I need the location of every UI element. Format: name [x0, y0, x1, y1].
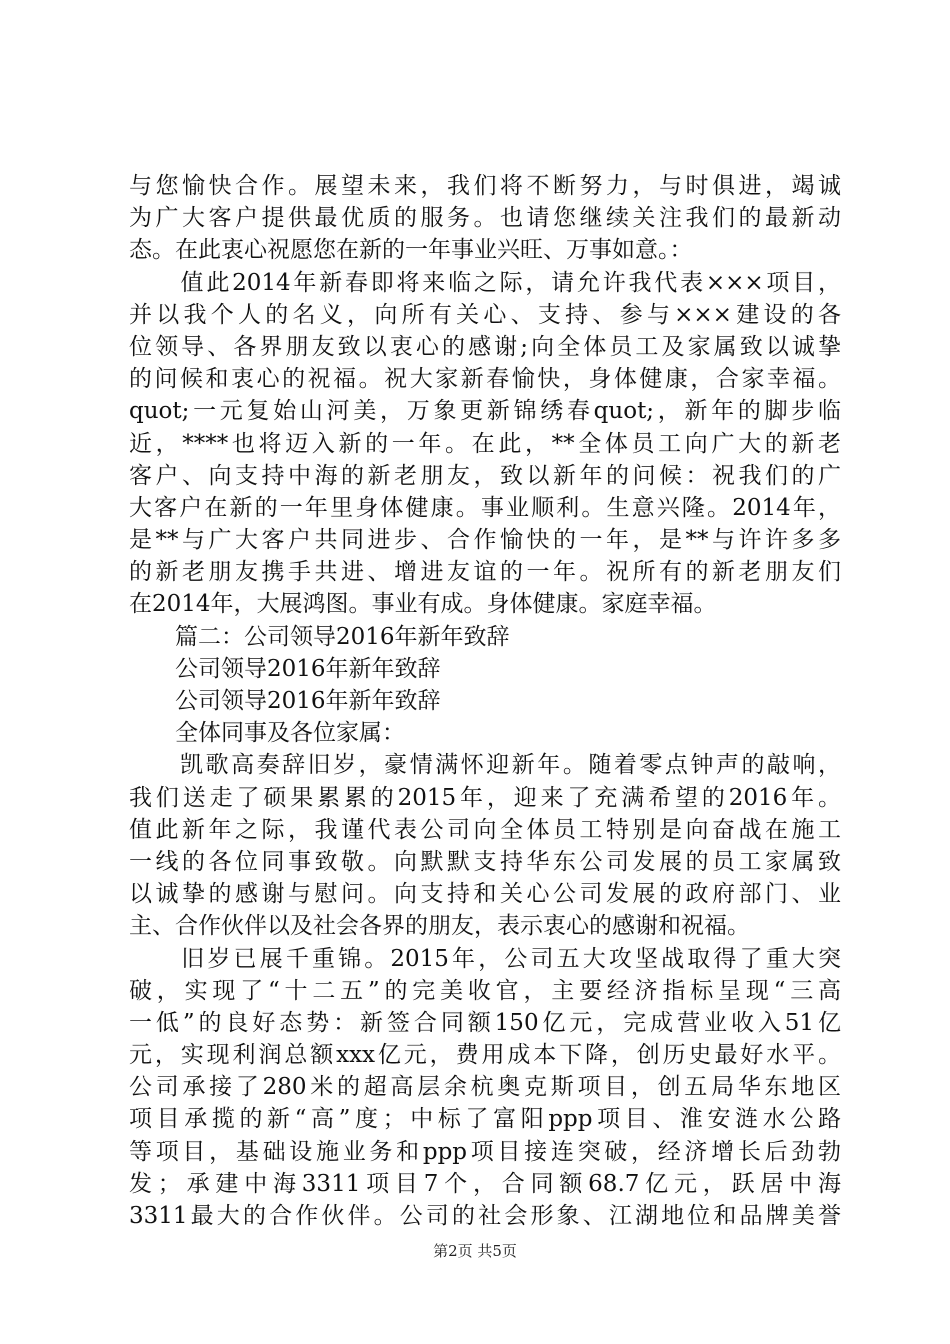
- text-line: 客户、向支持中海的新老朋友，致以新年的问候：祝我们的广: [129, 462, 841, 489]
- text-line: 旧岁已展千重锦。2015年，公司五大攻坚战取得了重大突: [129, 945, 841, 972]
- text-line: 项目承揽的新“高”度；中标了富阳ppp项目、淮安涟水公路: [129, 1106, 841, 1133]
- text-line: 与您愉快合作。展望未来，我们将不断努力，与时俱进，竭诚: [129, 173, 841, 199]
- text-line: 篇二：公司领导2016年新年致辞: [129, 623, 510, 650]
- text-line: 大客户在新的一年里身体健康。事业顺利。生意兴隆。2014年，: [129, 494, 841, 521]
- text-line: 位领导、各界朋友致以衷心的感谢;向全体员工及家属致以诚挚: [129, 333, 841, 360]
- text-line: 一低”的良好态势：新签合同额150亿元，完成营业收入51亿: [129, 1009, 841, 1036]
- text-line: 3311最大的合作伙伴。公司的社会形象、江湖地位和品牌美誉: [129, 1203, 841, 1229]
- page-footer: 第2页 共5页: [433, 1242, 517, 1260]
- text-line: 的问候和衷心的祝福。祝大家新春愉快，身体健康，合家幸福。: [129, 366, 841, 393]
- text-line: 的新老朋友携手共进、增进友谊的一年。祝所有的新老朋友们: [129, 559, 841, 586]
- text-line: 近，****也将迈入新的一年。在此，**全体员工向广大的新老: [129, 430, 841, 457]
- text-line: 凯歌高奏辞旧岁，豪情满怀迎新年。随着零点钟声的敲响，: [129, 752, 841, 779]
- text-line: 为广大客户提供最优质的服务。也请您继续关注我们的最新动: [129, 205, 841, 232]
- text-line: 公司领导2016年新年致辞: [129, 655, 441, 682]
- text-line: 一线的各位同事致敬。向默默支持华东公司发展的员工家属致: [129, 848, 841, 875]
- text-line: quot;一元复始山河美，万象更新锦绣春quot;，新年的脚步临: [129, 398, 841, 425]
- text-line: 全体同事及各位家属：: [129, 720, 405, 747]
- text-line: 公司承接了280米的超高层余杭奥克斯项目，创五局华东地区: [129, 1074, 841, 1101]
- text-line: 公司领导2016年新年致辞: [129, 688, 441, 714]
- text-line: 是**与广大客户共同进步、合作愉快的一年，是**与许许多多: [129, 527, 841, 554]
- text-line: 并以我个人的名义，向所有关心、支持、参与×××建设的各: [129, 301, 841, 328]
- text-line: 在2014年，大展鸿图。事业有成。身体健康。家庭幸福。: [129, 591, 717, 618]
- text-line: 等项目，基础设施业务和ppp项目接连突破，经济增长后劲勃: [129, 1138, 841, 1165]
- document-body: [129, 170, 841, 1232]
- text-line: 破，实现了“十二五”的完美收官，主要经济指标呈现“三高: [129, 977, 841, 1004]
- text-line: 我们送走了硕果累累的2015年，迎来了充满希望的2016年。: [129, 784, 841, 811]
- text-line: 值此新年之际，我谨代表公司向全体员工特别是向奋战在施工: [129, 816, 841, 843]
- text-line: 值此2014年新春即将来临之际，请允许我代表×××项目，: [129, 269, 841, 296]
- text-line: 主、合作伙伴以及社会各界的朋友，表示衷心的感谢和祝福。: [129, 913, 750, 940]
- text-line: 发；承建中海3311项目7个，合同额68.7亿元，跃居中海: [129, 1170, 841, 1197]
- text-line: 态。在此衷心祝愿您在新的一年事业兴旺、万事如意。：: [129, 237, 693, 264]
- text-line: 以诚挚的感谢与慰问。向支持和关心公司发展的政府部门、业: [129, 881, 841, 908]
- text-line: 元，实现利润总额xxx亿元，费用成本下降，创历史最好水平。: [129, 1042, 841, 1069]
